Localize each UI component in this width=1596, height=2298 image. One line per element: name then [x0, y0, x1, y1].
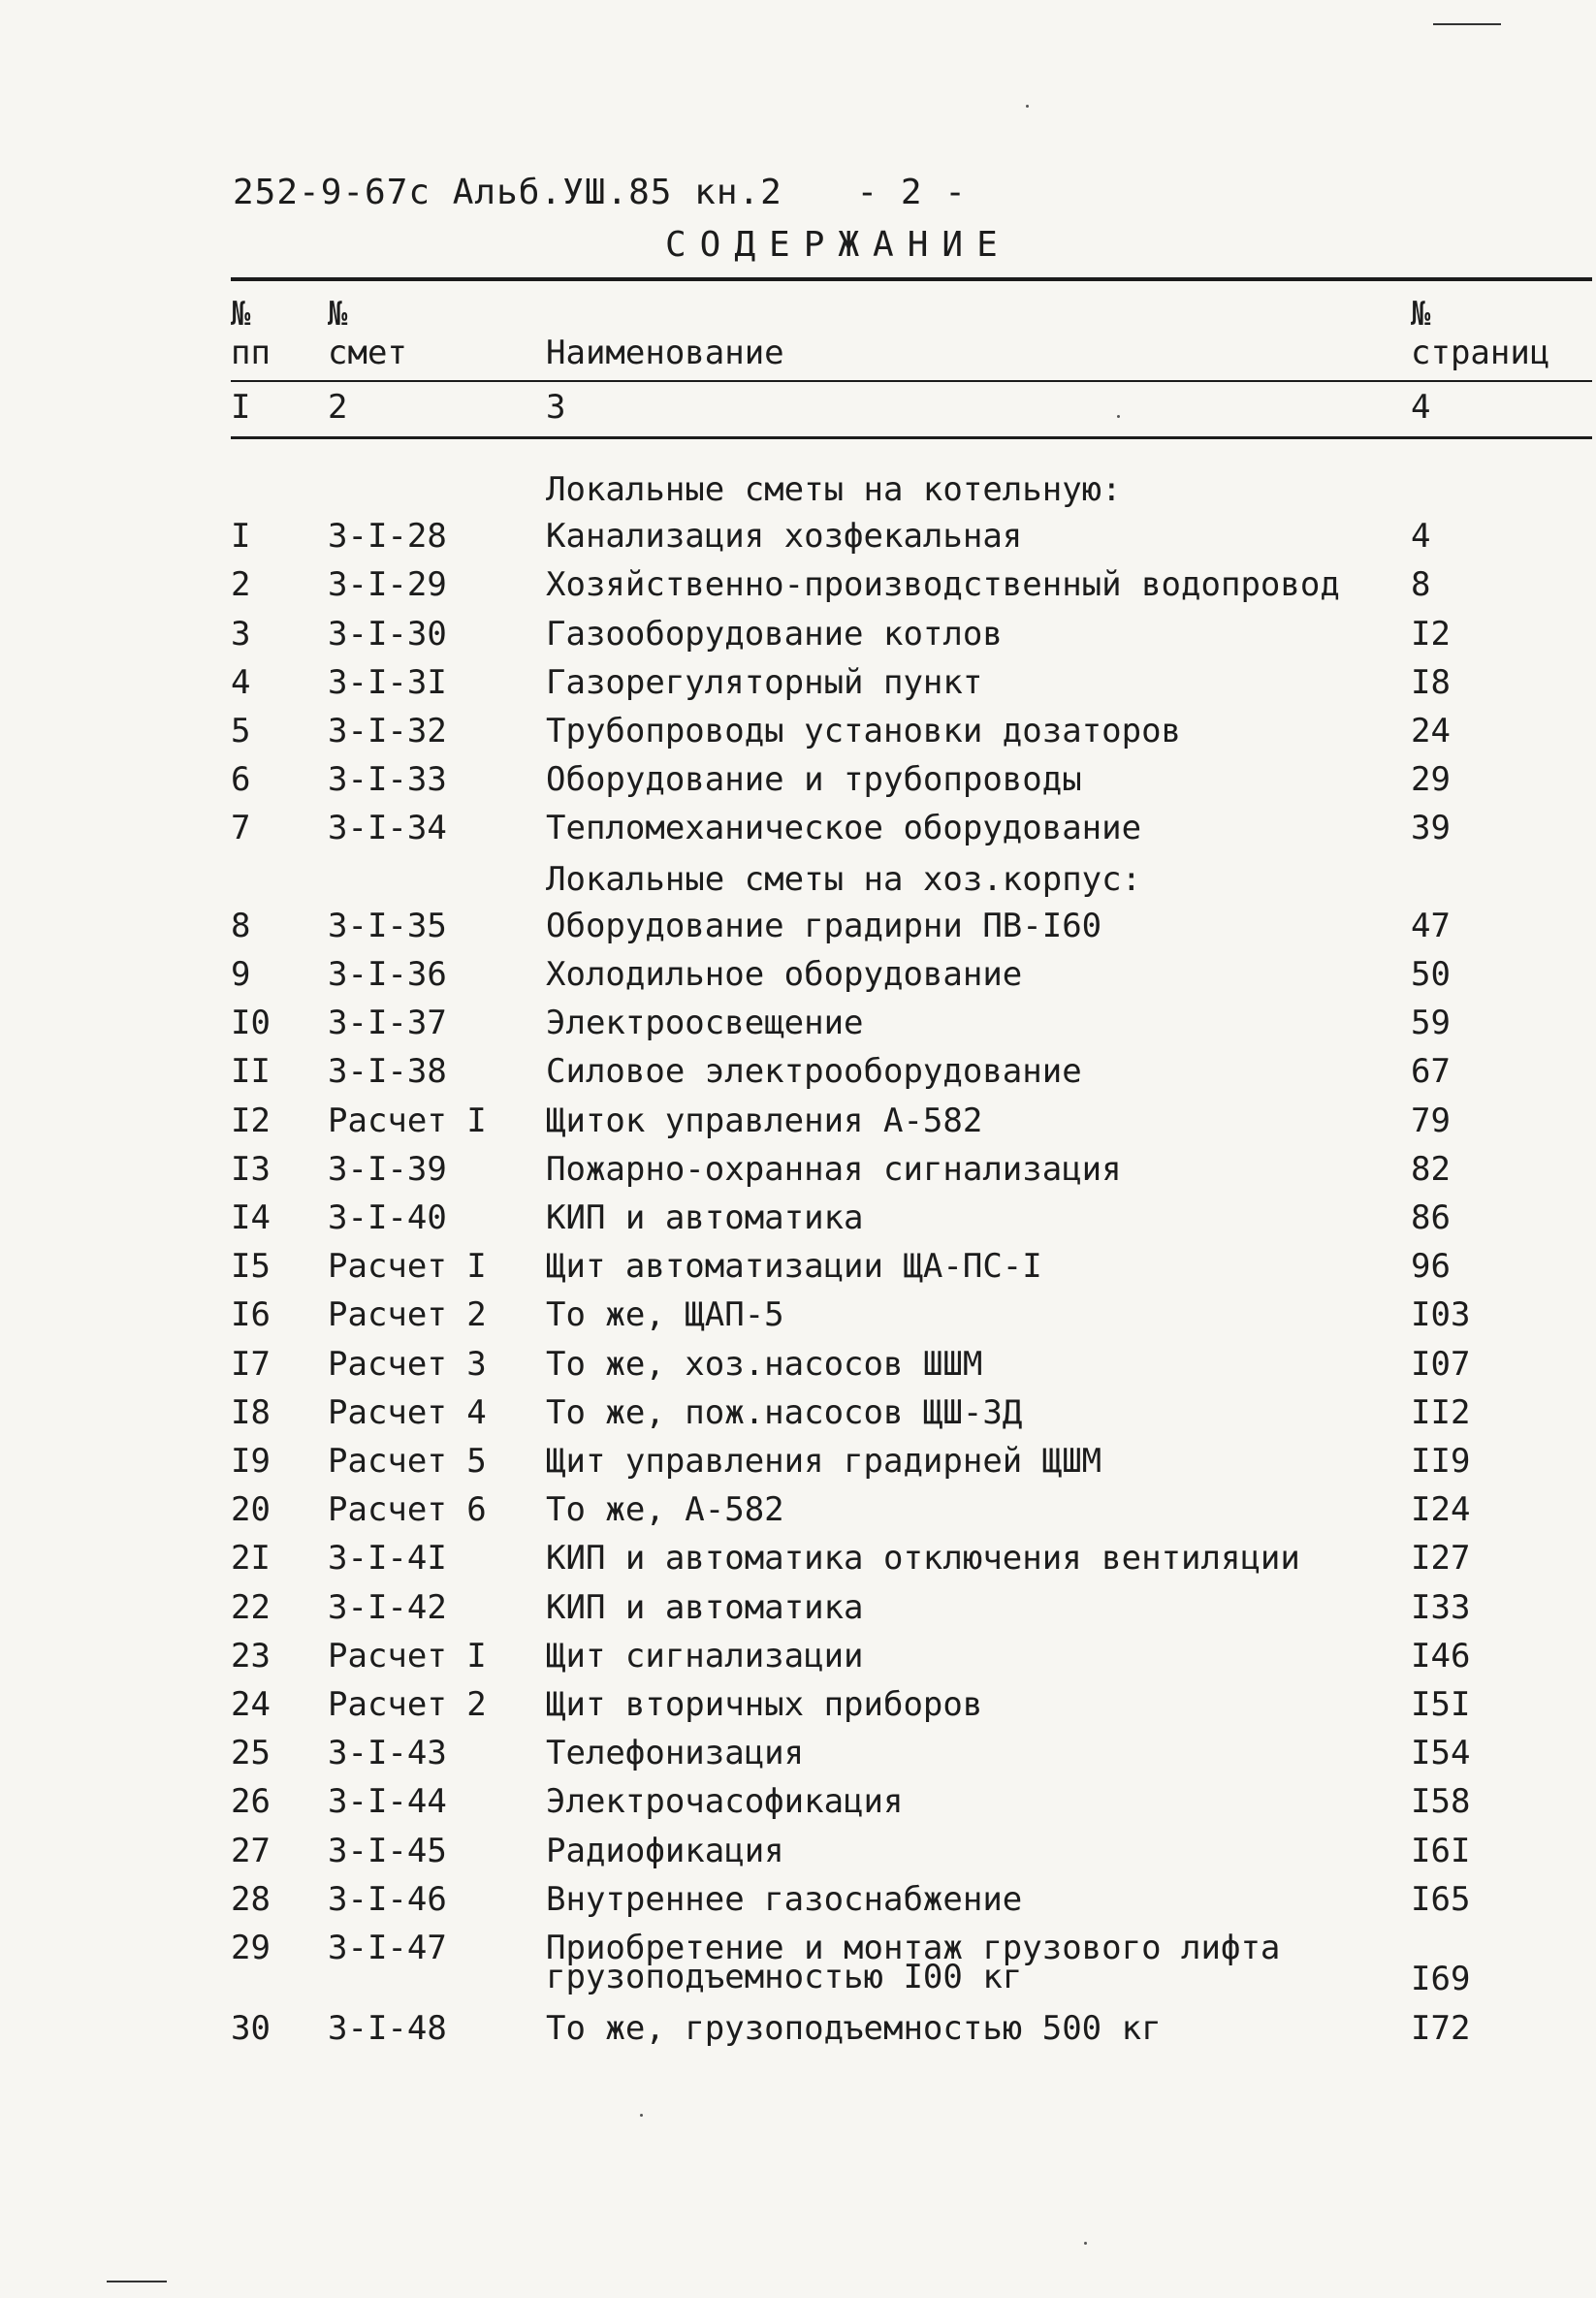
- col-number-1: I: [231, 388, 251, 427]
- row-page: I33: [1411, 1587, 1471, 1627]
- row-number: I9: [231, 1442, 271, 1481]
- row-number: 8: [231, 906, 251, 945]
- row-name-continued: грузоподъемностью I00 кг: [546, 1958, 1023, 1996]
- row-number: I3: [231, 1149, 271, 1189]
- row-name: Щит управления градирней ЩШМ: [546, 1442, 1102, 1481]
- row-name: Щит автоматизации ЩА-ПС-I: [546, 1247, 1042, 1287]
- row-estimate: 3-I-47: [328, 1929, 447, 1967]
- row-number: 30: [231, 2008, 271, 2048]
- row-estimate: 3-I-34: [328, 809, 447, 848]
- row-name: Щиток управления А-582: [546, 1101, 983, 1140]
- row-page: 96: [1411, 1247, 1451, 1287]
- row-number: 9: [231, 955, 251, 994]
- scan-mark: [1433, 23, 1501, 25]
- row-estimate: Расчет 6: [328, 1490, 487, 1530]
- row-name: Радиофикация: [546, 1831, 784, 1870]
- row-page: 8: [1411, 565, 1431, 605]
- row-page: 29: [1411, 760, 1451, 800]
- row-estimate: 3-I-46: [328, 1879, 447, 1919]
- row-name: Силовое электрооборудование: [546, 1052, 1082, 1092]
- row-number: 2I: [231, 1539, 271, 1579]
- row-number: I: [231, 517, 251, 557]
- row-estimate: 3-I-33: [328, 760, 447, 800]
- row-estimate: Расчет I: [328, 1101, 487, 1140]
- row-page: I5I: [1411, 1685, 1471, 1724]
- row-page: I27: [1411, 1539, 1471, 1579]
- row-name: КИП и автоматика: [546, 1198, 864, 1237]
- scan-speck: [1084, 2242, 1087, 2245]
- row-estimate: 3-I-38: [328, 1052, 447, 1092]
- row-number: 24: [231, 1685, 271, 1724]
- row-page: I03: [1411, 1295, 1471, 1335]
- row-page: 50: [1411, 955, 1451, 994]
- row-number: 26: [231, 1782, 271, 1822]
- row-page: 79: [1411, 1101, 1451, 1140]
- row-page: 86: [1411, 1198, 1451, 1237]
- row-name: Трубопроводы установки дозаторов: [546, 712, 1182, 750]
- row-page: 47: [1411, 906, 1451, 945]
- row-page: 24: [1411, 712, 1451, 750]
- row-number: 4: [231, 662, 251, 702]
- table-top-rule: [231, 277, 1592, 281]
- scan-mark: [107, 2281, 167, 2282]
- section-heading: Локальные сметы на котельную:: [546, 470, 1122, 509]
- row-estimate: 3-I-36: [328, 955, 447, 994]
- row-page: 4: [1411, 517, 1431, 557]
- row-number: 20: [231, 1490, 271, 1530]
- row-estimate: Расчет 4: [328, 1392, 487, 1432]
- col-number-2: 2: [328, 388, 348, 427]
- row-estimate: 3-I-30: [328, 614, 447, 654]
- row-number: I2: [231, 1101, 271, 1140]
- row-name: Электроосвещение: [546, 1004, 864, 1043]
- row-name: Щит вторичных приборов: [546, 1685, 983, 1724]
- row-name: Тепломеханическое оборудование: [546, 809, 1142, 848]
- row-estimate: 3-I-28: [328, 517, 447, 557]
- row-estimate: 3-I-29: [328, 565, 447, 605]
- col-header-number: № пп: [231, 295, 271, 372]
- row-name: Пожарно-охранная сигнализация: [546, 1149, 1122, 1189]
- row-page: I2: [1411, 614, 1451, 654]
- col-number-4: 4: [1411, 388, 1431, 427]
- row-page: I24: [1411, 1490, 1471, 1530]
- row-estimate: 3-I-32: [328, 712, 447, 750]
- doc-code: 252-9-67с Альб.УШ.85 кн.2: [233, 173, 782, 212]
- row-number: 3: [231, 614, 251, 654]
- row-estimate: Расчет 3: [328, 1344, 487, 1384]
- row-number: I6: [231, 1295, 271, 1335]
- row-estimate: 3-I-48: [328, 2008, 447, 2048]
- section-heading: Локальные сметы на хоз.корпус:: [546, 859, 1142, 899]
- document-header: [233, 173, 967, 212]
- row-name: Канализация хозфекальная: [546, 517, 1023, 557]
- scan-speck: [1117, 415, 1120, 418]
- row-estimate: 3-I-37: [328, 1004, 447, 1043]
- row-estimate: 3-I-42: [328, 1587, 447, 1627]
- row-name: Внутреннее газоснабжение: [546, 1879, 1023, 1919]
- row-estimate: 3-I-45: [328, 1831, 447, 1870]
- row-page: 59: [1411, 1004, 1451, 1043]
- row-name: Щит сигнализации: [546, 1636, 864, 1676]
- row-number: 27: [231, 1831, 271, 1870]
- row-estimate: Расчет 5: [328, 1442, 487, 1481]
- row-estimate: 3-I-39: [328, 1149, 447, 1189]
- row-page: I65: [1411, 1879, 1471, 1919]
- scan-speck: [1026, 105, 1029, 108]
- row-estimate: 3-I-3I: [328, 662, 447, 702]
- row-number: 5: [231, 712, 251, 750]
- row-number: 23: [231, 1636, 271, 1676]
- col-number-3: 3: [546, 388, 566, 427]
- row-page: 82: [1411, 1149, 1451, 1189]
- row-page: I07: [1411, 1344, 1471, 1384]
- row-page: II2: [1411, 1392, 1471, 1432]
- row-number: II: [231, 1052, 271, 1092]
- row-number: 22: [231, 1587, 271, 1627]
- row-number: 7: [231, 809, 251, 848]
- row-name: То же, хоз.насосов ШШМ: [546, 1344, 983, 1384]
- col-header-estimate: № смет: [328, 295, 407, 372]
- col-header-name: Наименование: [546, 334, 784, 372]
- row-name: Газорегуляторный пункт: [546, 662, 983, 702]
- row-page: I72: [1411, 2008, 1471, 2048]
- row-page: I8: [1411, 662, 1451, 702]
- row-number: I8: [231, 1392, 271, 1432]
- table-header-rule: [231, 380, 1592, 382]
- row-number: 25: [231, 1734, 271, 1773]
- row-name: Хозяйственно-производственный водопровод: [546, 565, 1340, 605]
- row-name: Оборудование и трубопроводы: [546, 760, 1082, 800]
- row-name: Телефонизация: [546, 1734, 805, 1773]
- row-name: То же, ЩАП-5: [546, 1295, 784, 1335]
- row-estimate: 3-I-4I: [328, 1539, 447, 1579]
- row-name: Оборудование градирни ПВ-I60: [546, 906, 1102, 945]
- row-estimate: Расчет I: [328, 1247, 487, 1287]
- row-name: То же, пож.насосов ЩШ-3Д: [546, 1392, 1023, 1432]
- row-estimate: Расчет I: [328, 1636, 487, 1676]
- row-page: I58: [1411, 1782, 1471, 1822]
- row-estimate: Расчет 2: [328, 1295, 487, 1335]
- row-name: Газооборудование котлов: [546, 614, 1003, 654]
- row-number: I7: [231, 1344, 271, 1384]
- row-number: 6: [231, 760, 251, 800]
- row-estimate: 3-I-44: [328, 1782, 447, 1822]
- row-name: Холодильное оборудование: [546, 955, 1023, 994]
- col-header-pages: № страниц: [1411, 295, 1550, 372]
- row-name: Электрочасофикация: [546, 1782, 904, 1822]
- row-page: I46: [1411, 1636, 1471, 1676]
- page-title: СОДЕРЖАНИЕ: [665, 225, 1011, 265]
- scan-speck: [640, 2114, 643, 2117]
- row-estimate: 3-I-35: [328, 906, 447, 945]
- row-page: I54: [1411, 1734, 1471, 1773]
- row-name: КИП и автоматика отключения вентиляции: [546, 1539, 1300, 1579]
- row-number: I5: [231, 1247, 271, 1287]
- row-number: 28: [231, 1879, 271, 1919]
- row-estimate: Расчет 2: [328, 1685, 487, 1724]
- row-number: I0: [231, 1004, 271, 1043]
- row-name: То же, грузоподъемностью 500 кг: [546, 2008, 1162, 2048]
- row-number: I4: [231, 1198, 271, 1237]
- row-number: 2: [231, 565, 251, 605]
- row-page: 67: [1411, 1052, 1451, 1092]
- table-column-number-rule: [231, 436, 1592, 439]
- row-page: 39: [1411, 809, 1451, 848]
- row-name: КИП и автоматика: [546, 1587, 864, 1627]
- row-estimate: 3-I-43: [328, 1734, 447, 1773]
- row-page: II9: [1411, 1442, 1471, 1481]
- row-page: I69: [1411, 1960, 1471, 1998]
- row-estimate: 3-I-40: [328, 1198, 447, 1237]
- row-name: Приобретение и монтаж грузового лифта: [546, 1929, 1281, 1967]
- page-number: - 2 -: [856, 173, 967, 212]
- row-name: То же, А-582: [546, 1490, 784, 1530]
- row-number: 29: [231, 1929, 271, 1967]
- row-page: I6I: [1411, 1831, 1471, 1870]
